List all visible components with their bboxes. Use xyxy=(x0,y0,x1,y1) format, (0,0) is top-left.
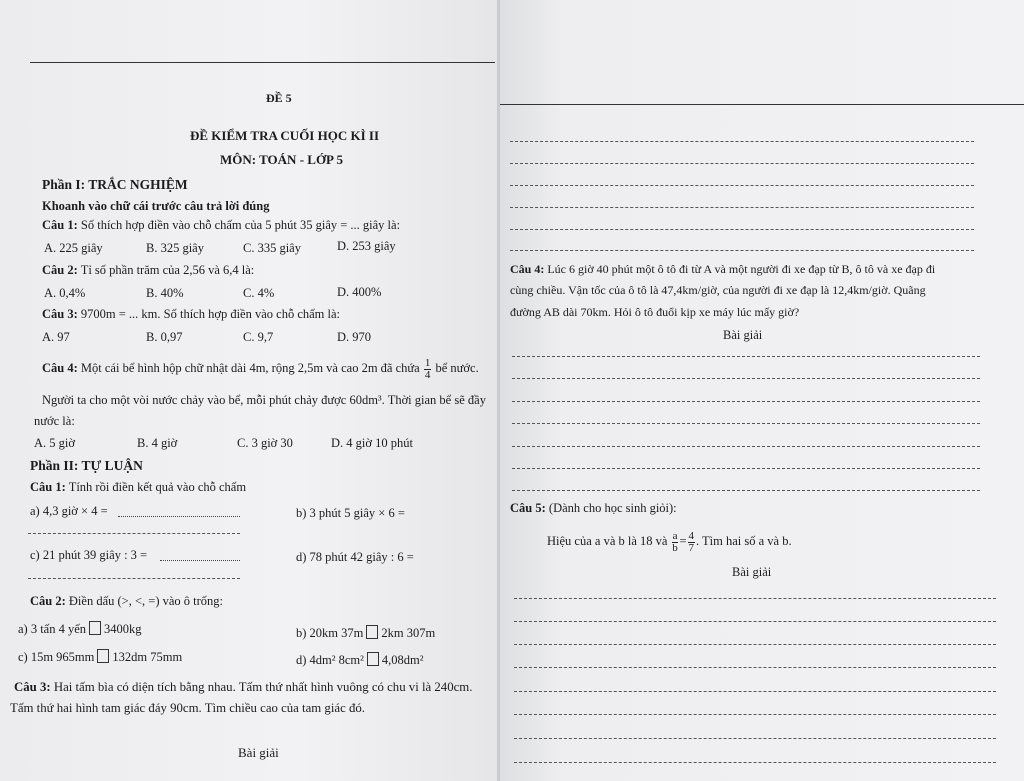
solution-heading: Bài giải xyxy=(238,745,279,760)
compare-a xyxy=(18,621,142,636)
answer-line[interactable] xyxy=(512,401,980,402)
question-text: Lúc 6 giờ 40 phút một ô tô đi từ A và một người đi xe đạp từ B, ô tô và xe đạp đi xyxy=(547,262,936,276)
essay-question-1 xyxy=(30,481,246,494)
essay-q1-c: c) 21 phút 39 giây : 3 = xyxy=(30,548,148,562)
solution-heading-2: Bài giải xyxy=(732,565,772,579)
question-4 xyxy=(42,353,479,383)
q2-option-a: A. 0,4% xyxy=(44,286,86,300)
q4-line-3: nước là: xyxy=(34,414,75,428)
comparison-box[interactable] xyxy=(97,649,109,663)
question-label: Câu 2: xyxy=(42,263,78,277)
answer-line[interactable] xyxy=(512,356,980,357)
answer-line[interactable] xyxy=(510,141,974,142)
right-q4-line-3: đường AB dài 70km. Hỏi ô tô đuổi kịp xe máy lúc mấy giờ? xyxy=(510,305,800,319)
comparison-box[interactable] xyxy=(89,621,101,635)
compare-right: 4,08dm² xyxy=(381,653,424,667)
top-rule xyxy=(500,104,1024,105)
exam-number: ĐỀ 5 xyxy=(266,91,292,105)
question-text: Tính rồi điền kết quả vào chỗ chấm xyxy=(68,480,247,494)
exam-title: ĐỀ KIỂM TRA CUỐI HỌC KÌ II xyxy=(190,128,380,143)
compare-d xyxy=(296,652,424,667)
compare-left: a) 3 tấn 4 yến xyxy=(18,622,87,636)
answer-line[interactable] xyxy=(160,560,240,561)
comparison-box[interactable] xyxy=(366,625,378,639)
answer-line[interactable] xyxy=(514,598,996,599)
q1-option-a: A. 225 giây xyxy=(44,241,103,255)
answer-line[interactable] xyxy=(28,533,240,534)
q4-option-c: C. 3 giờ 30 xyxy=(237,436,293,450)
question-text: Một cái bể hình hộp chữ nhật dài 4m, rộng 2,5m và cao 2m đã chứa xyxy=(80,361,420,375)
answer-line[interactable] xyxy=(510,229,974,230)
fraction-denominator: 4 xyxy=(424,368,431,381)
q3-option-c: C. 9,7 xyxy=(243,330,274,344)
q1-option-b: B. 325 giây xyxy=(146,241,204,255)
answer-line[interactable] xyxy=(514,714,996,715)
fraction-denominator: b xyxy=(672,541,678,554)
question-label: Câu 3: xyxy=(14,680,51,694)
q5-text-start: Hiệu của a và b là 18 và xyxy=(547,534,668,548)
question-text: Điền dấu (>, <, =) vào ô trống: xyxy=(68,594,224,608)
right-question-4 xyxy=(510,263,935,275)
comparison-box[interactable] xyxy=(367,652,379,666)
compare-right: 132dm 75mm xyxy=(112,650,183,664)
compare-left: c) 15m 965mm xyxy=(18,650,95,664)
fraction-numerator: a xyxy=(672,529,678,542)
essay-question-3 xyxy=(14,681,472,694)
q4-option-d: D. 4 giờ 10 phút xyxy=(331,436,413,450)
answer-line[interactable] xyxy=(514,762,996,763)
question-text: Số thích hợp điền vào chỗ chấm của 5 phút 35 giây = ... giây là: xyxy=(80,218,401,232)
q3-option-a: A. 97 xyxy=(42,330,70,344)
essay-question-2 xyxy=(30,595,223,608)
question-label: Câu 4: xyxy=(42,361,78,375)
answer-line[interactable] xyxy=(118,516,240,517)
answer-line[interactable] xyxy=(514,621,996,622)
answer-line[interactable] xyxy=(514,667,996,668)
answer-line[interactable] xyxy=(510,250,974,251)
question-2 xyxy=(42,264,254,277)
q3-option-d: D. 970 xyxy=(337,330,372,344)
fraction-a-over-b xyxy=(672,531,679,554)
solution-heading: Bài giải xyxy=(723,328,763,342)
exam-subject: MÔN: TOÁN - LỚP 5 xyxy=(220,152,344,167)
essay-q1-d: d) 78 phút 42 giây : 6 = xyxy=(296,550,414,564)
question-label: Câu 1: xyxy=(42,218,78,232)
compare-right: 3400kg xyxy=(104,622,142,636)
fraction-denominator: 7 xyxy=(688,541,695,554)
question-text: Tỉ số phần trăm của 2,56 và 6,4 là: xyxy=(80,263,255,277)
q2-option-d: D. 400% xyxy=(337,285,382,299)
question-label: Câu 5: xyxy=(510,501,546,515)
right-q4-line-2: cùng chiều. Vận tốc của ô tô là 47,4km/giờ, của người đi xe đạp là 12,4km/giờ. Quãng xyxy=(510,283,926,297)
answer-line[interactable] xyxy=(510,185,974,186)
compare-right: 2km 307m xyxy=(381,626,436,640)
answer-line[interactable] xyxy=(514,738,996,739)
answer-line[interactable] xyxy=(512,468,980,469)
answer-line[interactable] xyxy=(512,423,980,424)
q3-option-b: B. 0,97 xyxy=(146,330,183,344)
answer-line[interactable] xyxy=(510,207,974,208)
right-question-5 xyxy=(510,502,677,515)
part2-heading: Phần II: TỰ LUẬN xyxy=(30,458,143,473)
question-label: Câu 2: xyxy=(30,594,66,608)
essay-q3-line-2: Tấm thứ hai hình tam giác đáy 90cm. Tìm chiều cao của tam giác đó. xyxy=(10,701,365,715)
question-text-end: bể nước. xyxy=(435,361,479,375)
instruction: Khoanh vào chữ cái trước câu trả lời đúng xyxy=(42,199,270,213)
question-note: (Dành cho học sinh giỏi): xyxy=(548,501,677,515)
equals-sign: = xyxy=(679,534,687,548)
q4-option-b: B. 4 giờ xyxy=(137,436,178,450)
q1-option-d: D. 253 giây xyxy=(337,239,396,253)
question-text: 9700m = ... km. Số thích hợp điền vào chỗ chấm là: xyxy=(80,307,341,321)
answer-line[interactable] xyxy=(28,578,240,579)
part1-heading: Phần I: TRẮC NGHIỆM xyxy=(42,177,188,192)
answer-line[interactable] xyxy=(514,644,996,645)
q4-line-2: Người ta cho một vòi nước chảy vào bể, mỗi phút chảy được 60dm³. Thời gian bể sẽ đầy xyxy=(42,393,486,407)
q2-option-b: B. 40% xyxy=(146,286,184,300)
answer-line[interactable] xyxy=(512,490,980,491)
compare-left: d) 4dm² 8cm² xyxy=(296,653,364,667)
right-page xyxy=(500,0,1024,781)
question-label: Câu 4: xyxy=(510,262,545,276)
top-rule xyxy=(30,62,495,63)
q5-text xyxy=(547,526,792,556)
question-3 xyxy=(42,308,340,321)
answer-line[interactable] xyxy=(512,378,980,379)
compare-b xyxy=(296,625,435,640)
q4-option-a: A. 5 giờ xyxy=(34,436,75,450)
fraction-four-sevenths xyxy=(688,531,696,554)
essay-q1-a: a) 4,3 giờ × 4 = xyxy=(30,504,108,518)
q1-option-c: C. 335 giây xyxy=(243,241,301,255)
compare-left: b) 20km 37m xyxy=(296,626,364,640)
answer-line[interactable] xyxy=(514,691,996,692)
answer-line[interactable] xyxy=(510,163,974,164)
q5-text-end: . Tìm hai số a và b. xyxy=(696,534,792,548)
essay-q1-b: b) 3 phút 5 giây × 6 = xyxy=(296,506,405,520)
left-page xyxy=(0,0,497,781)
q2-option-c: C. 4% xyxy=(243,286,275,300)
fraction-one-quarter xyxy=(424,358,432,381)
question-text: Hai tấm bìa có diện tích bằng nhau. Tấm thứ nhất hình vuông có chu vi là 240cm. xyxy=(53,680,473,694)
fraction-numerator: 1 xyxy=(424,356,431,369)
question-label: Câu 1: xyxy=(30,480,66,494)
fraction-numerator: 4 xyxy=(688,529,695,542)
question-label: Câu 3: xyxy=(42,307,78,321)
question-1 xyxy=(42,219,400,232)
answer-line[interactable] xyxy=(512,446,980,447)
compare-c xyxy=(18,649,182,664)
